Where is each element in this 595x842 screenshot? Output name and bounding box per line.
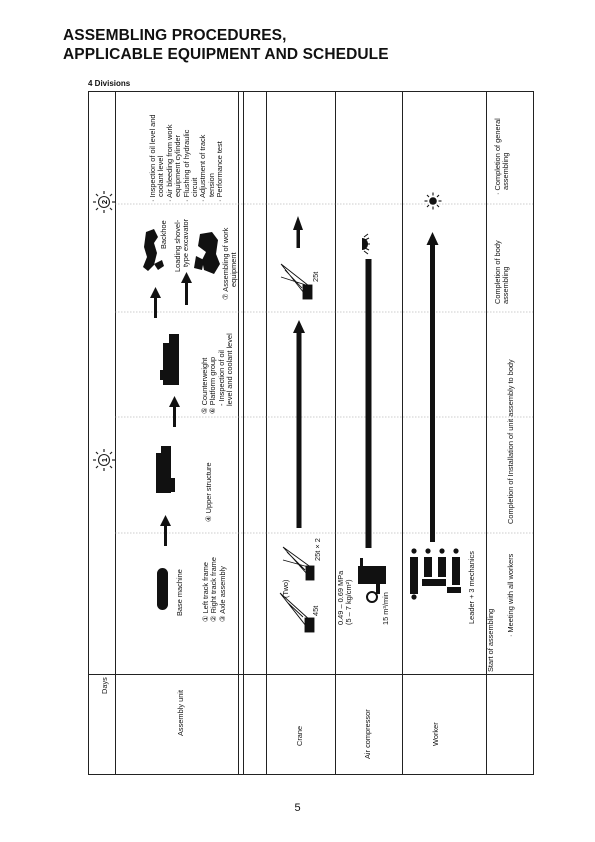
loading-shovel-label: Loading shovel- type excavator bbox=[173, 218, 191, 272]
crane-25t-pair-label: 25t × 2 bbox=[313, 538, 322, 561]
row-header-assembly-unit: Assembly unit bbox=[176, 689, 185, 736]
crane-45t-label: 45t bbox=[311, 605, 320, 616]
arrow-up-icon bbox=[160, 515, 171, 546]
page-number: 5 bbox=[294, 802, 301, 814]
general-assembling-milestone: · Completion of general assembling bbox=[493, 118, 511, 195]
step-axle-assembly: ③ Axle assembly bbox=[217, 566, 227, 622]
counterweight-steps bbox=[201, 333, 235, 414]
counterweight-machine-icon bbox=[160, 334, 179, 385]
base-machine-steps bbox=[202, 557, 227, 622]
compressor-duration-arrow bbox=[366, 259, 372, 548]
step-platform-group: ⑥ Platform group bbox=[208, 356, 218, 414]
base-machine-label: Base machine bbox=[175, 569, 184, 616]
unit-installation-milestone: Completion of Installation of unit assembly to body bbox=[506, 359, 515, 524]
crane-count-label: (Two) bbox=[281, 579, 290, 598]
loading-shovel-icon bbox=[194, 232, 220, 274]
body-assembling-milestone: Completion of body assembling bbox=[493, 240, 511, 304]
upper-structure-step: ④ Upper structure bbox=[204, 462, 213, 522]
day-1-sun-icon bbox=[93, 449, 115, 471]
row-header-days: Days bbox=[100, 677, 109, 694]
day-1-number: 1 bbox=[99, 457, 109, 463]
worker-duration-arrow bbox=[427, 232, 439, 542]
step-inspection-coolant: level and coolant level bbox=[225, 333, 235, 406]
title-line-1: ASSEMBLING PROCEDURES, bbox=[63, 27, 287, 44]
meeting-with-workers: · Meeting with all workers bbox=[506, 553, 515, 637]
row-header-crane: Crane bbox=[295, 725, 304, 746]
arrow-up-icon bbox=[169, 396, 180, 427]
crane-duration-arrow bbox=[293, 320, 305, 528]
worker-finish-sun-icon bbox=[425, 193, 442, 210]
worker-crew-label: Leader + 3 mechanics bbox=[467, 551, 476, 624]
upper-structure-icon bbox=[156, 446, 175, 493]
work-equipment-step: ⑦ Assembling of work equipment bbox=[221, 227, 239, 300]
arrow-up-icon bbox=[150, 287, 161, 318]
compressor-flow: 15 m³/min bbox=[381, 592, 390, 625]
crane-25t-final-label: 25t bbox=[311, 271, 320, 282]
day-2-sun-icon bbox=[93, 191, 115, 213]
day-2-number: 2 bbox=[99, 199, 109, 205]
workers-icon bbox=[410, 548, 461, 599]
final-checks-list: · Inspection of oil level and coolant level · Air bleeding from work equipment cylinder · Flushing of hydraulic circuit · Adjustment of track tension · Performance test bbox=[148, 114, 225, 202]
compressor-pressure: 0.49 – 0.69 MPa (5 – 7 kg/cm²) bbox=[336, 570, 354, 625]
step-counterweight: ⑤ Counterweight bbox=[200, 357, 209, 414]
title-line-2: APPLICABLE EQUIPMENT AND SCHEDULE bbox=[63, 46, 389, 63]
divisions-label: 4 Divisions bbox=[88, 79, 131, 88]
step-inspection-oil: - Inspection of oil bbox=[216, 350, 226, 406]
row-header-air-compressor: Air compressor bbox=[363, 709, 372, 759]
step-right-track-frame: ② Right track frame bbox=[209, 557, 219, 622]
crane-25t-final-icon bbox=[281, 264, 312, 299]
backhoe-label: Backhoe bbox=[159, 220, 168, 249]
start-of-assembling: Start of assembling bbox=[486, 608, 495, 672]
row-header-worker: Worker bbox=[431, 722, 440, 746]
crane-final-arrow bbox=[293, 216, 303, 248]
base-machine-track-icon bbox=[157, 568, 168, 610]
arrow-up-icon bbox=[181, 272, 192, 305]
step-left-track-frame: ① Left track frame bbox=[201, 561, 210, 622]
crane-25t-pair-icon bbox=[283, 547, 314, 580]
crane-45t-icon bbox=[280, 593, 314, 632]
compressor-stop-icon bbox=[362, 234, 370, 254]
